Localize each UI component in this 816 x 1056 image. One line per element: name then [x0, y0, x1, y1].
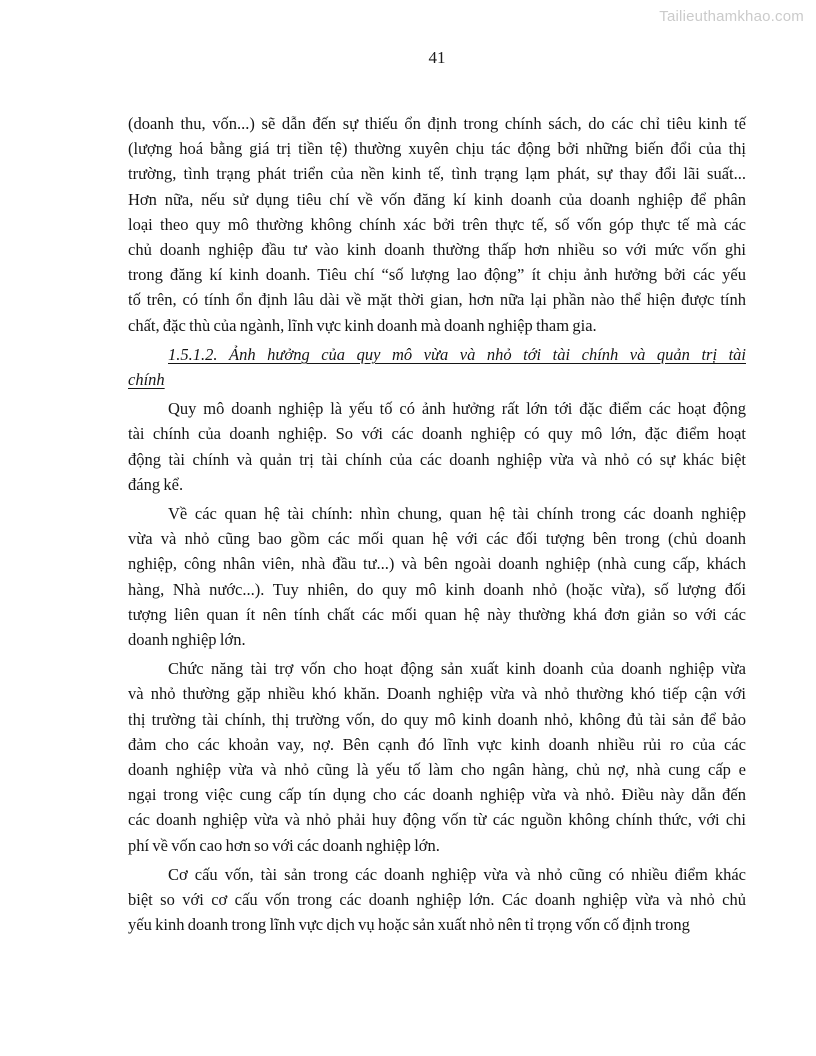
- text-line: động tài chính và quản trị tài chính của các doanh nghiệp vừa và nhỏ có sự khác biệt: [128, 449, 746, 469]
- text-line: chính: [128, 370, 165, 390]
- paragraph: [128, 501, 746, 652]
- text-line: Cơ cấu vốn, tài sản trong các doanh nghiệp vừa và nhỏ cũng có nhiều điểm khác: [168, 864, 746, 884]
- text-line: hàng, Nhà nước...). Tuy nhiên, do quy mô kinh doanh nhỏ (hoặc vừa), số lượng đối: [128, 579, 746, 599]
- text-line: đáng kể.: [128, 474, 184, 494]
- paragraph: [128, 656, 746, 858]
- text-line: tài chính của doanh nghiệp. So với các doanh nghiệp có quy mô lớn, đặc điểm hoạt: [128, 424, 746, 444]
- text-line: tượng liên quan ít nên tính chất các mối quan hệ này thường khá đơn giản so với các: [128, 604, 746, 624]
- page-number: 41: [428, 48, 446, 67]
- text-line: Về các quan hệ tài chính: nhìn chung, quan hệ tài chính trong các doanh nghiệp: [168, 504, 746, 524]
- text-line: phí về vốn cao hơn so với các doanh nghiệp lớn.: [128, 835, 440, 855]
- text-line: các doanh nghiệp vừa và nhỏ phải huy động vốn từ các nguồn không chính thức, với chi: [128, 810, 746, 830]
- text-line: chất, đặc thù của ngành, lĩnh vực kinh doanh mà doanh nghiệp tham gia.: [128, 315, 597, 335]
- text-line: trường, tình trạng phát triển của nền kinh tế, tình trạng lạm phát, sự thay đổi lãi suất...: [128, 164, 746, 184]
- text-line: Quy mô doanh nghiệp là yếu tố có ảnh hưởng rất lớn tới đặc điểm các hoạt động: [168, 399, 746, 419]
- text-line: tố trên, có tính ổn định lâu dài về mặt thời gian, hơn nữa lại phần nào thể hiện được tính: [128, 290, 746, 310]
- text-line: loại theo quy mô thường không chính xác bởi trên thực tế, số vốn góp thực tế mà các: [128, 214, 746, 234]
- text-line: biệt so với cơ cấu vốn trong các doanh nghiệp lớn. Các doanh nghiệp vừa và nhỏ chủ: [128, 890, 746, 910]
- text-line: thị trường tài chính, thị trường vốn, do quy mô kinh doanh nhỏ, không đủ tài sản để bảo: [128, 709, 746, 729]
- site-watermark: Tailieuthamkhao.com: [659, 8, 804, 25]
- section-heading: [128, 342, 746, 392]
- text-line: chủ doanh nghiệp đầu tư vào kinh doanh thường thấp hơn nhiều so với mức vốn ghi: [128, 240, 746, 260]
- text-line: yếu kinh doanh trong lĩnh vực dịch vụ hoặc sản xuất nhỏ nên tỉ trọng vốn cố định trong: [128, 915, 690, 935]
- text-line: (doanh thu, vốn...) sẽ dẫn đến sự thiếu ổn định trong chính sách, do các chỉ tiêu kinh tế: [128, 114, 746, 133]
- text-line: đảm cho các khoản vay, nợ. Bên cạnh đó lĩnh vực kinh doanh nhiều rủi ro của các: [128, 734, 746, 754]
- text-line: vừa và nhỏ cũng bao gồm các mối quan hệ với các đối tượng bên trong (chủ doanh: [128, 529, 746, 549]
- text-line: nghiệp, công nhân viên, nhà đầu tư...) và bên ngoài doanh nghiệp (nhà cung cấp, khách: [128, 554, 746, 574]
- document-body: [128, 111, 746, 938]
- paragraph-continuation: [128, 111, 746, 338]
- text-line: ngại trong việc cung cấp tín dụng cho các doanh nghiệp vừa và nhỏ. Điều này dẫn đến: [128, 785, 746, 805]
- text-line: trong đăng kí kinh doanh. Tiêu chí “số lượng lao động” ít chịu ảnh hưởng bởi các yếu: [128, 265, 746, 285]
- text-line: Chức năng tài trợ vốn cho hoạt động sản xuất kinh doanh của doanh nghiệp vừa: [168, 659, 746, 679]
- paragraph: [128, 396, 746, 497]
- text-line: (lượng hoá bằng giá trị tiền tệ) thường xuyên chịu tác động bởi những biến đổi của thị: [128, 139, 746, 159]
- text-line: doanh nghiệp lớn.: [128, 630, 246, 650]
- text-line: và nhỏ thường gặp nhiều khó khăn. Doanh nghiệp vừa và nhỏ thường khó tiếp cận với: [128, 684, 746, 704]
- paragraph: [128, 862, 746, 938]
- text-line: 1.5.1.2. Ảnh hưởng của quy mô vừa và nhỏ tới tài chính và quản trị tài: [168, 344, 746, 364]
- text-column: [128, 48, 746, 938]
- text-line: Hơn nữa, nếu sử dụng tiêu chí về vốn đăng kí kinh doanh của doanh nghiệp để phân: [128, 189, 746, 209]
- text-line: doanh nghiệp vừa và nhỏ cũng là yếu tố làm cho ngân hàng, chủ nợ, nhà cung cấp e: [128, 760, 746, 780]
